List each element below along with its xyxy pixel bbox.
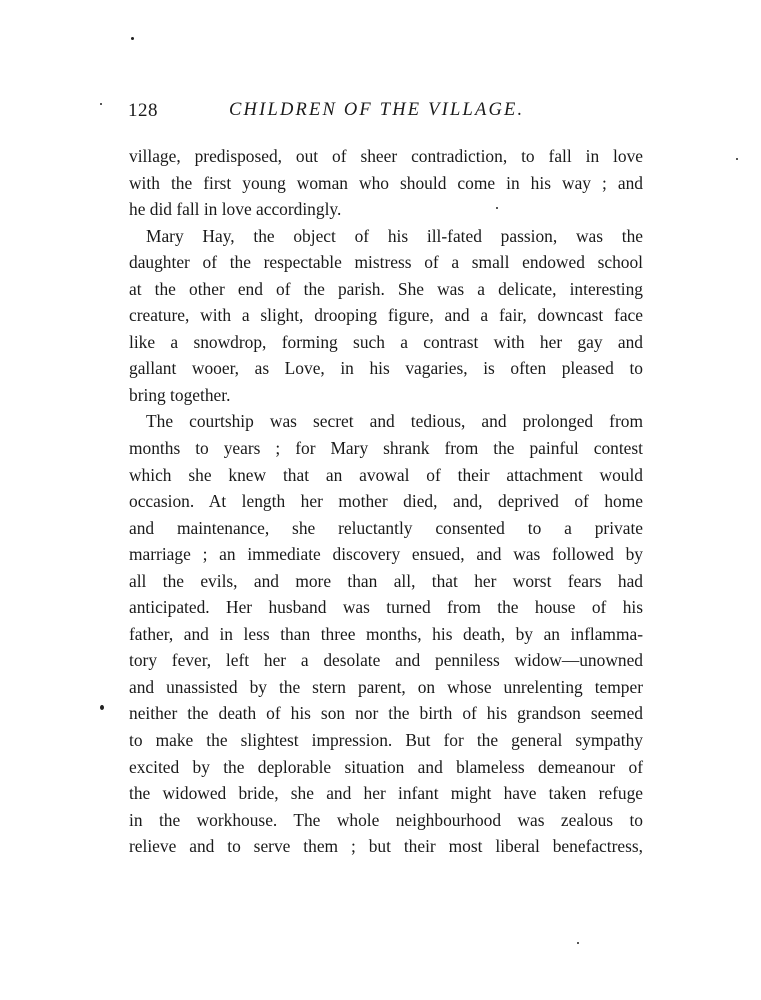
text-line: months to years ; for Mary shrank from the painful contest [129,438,643,459]
text-line: with the first young woman who should come in his way ; and [129,172,643,193]
text-line: gallant wooer, as Love, in his vagaries, is often pleased to [129,358,643,379]
running-title: CHILDREN OF THE VILLAGE. [229,100,525,120]
text-line: in the workhouse. The whole neighbourhood was zealous to [129,809,643,830]
text-line: anticipated. Her husband was turned from the house of his [129,597,643,618]
text-line: at the other end of the parish. She was a delicate, interesting [129,278,643,299]
text-line: father, and in less than three months, his death, by an inflamma- [129,623,643,644]
text-line: neither the death of his son nor the birth of his grandson seemed [129,703,643,724]
text-line: and maintenance, she reluctantly consented to a private [129,517,643,538]
text-line: village, predisposed, out of sheer contradiction, to fall in love [129,146,643,166]
page-number: 128 [128,100,158,121]
text-line: bring together. [129,384,231,405]
text-line: relieve and to serve them ; but their most liberal benefactress, [129,836,643,857]
text-line: occasion. At length her mother died, and, deprived of home [129,491,643,512]
text-line: creature, with a slight, drooping figure, and a fair, downcast face [129,305,643,326]
ink-speck [736,158,738,160]
text-line: marriage ; an immediate discovery ensued, and was followed by [129,544,643,565]
text-line: he did fall in love accordingly. [129,199,342,220]
ink-speck [100,103,102,105]
text-line: daughter of the respectable mistress of a small endowed school [129,252,643,273]
body-text [129,143,643,860]
text-line: tory fever, left her a desolate and penniless widow—unowned [129,650,643,671]
text-line: the widowed bride, she and her infant might have taken refuge [129,783,643,804]
text-line: and unassisted by the stern parent, on whose unrelenting temper [129,676,643,697]
text-line: all the evils, and more than all, that her worst fears had [129,570,643,591]
ink-speck [577,942,579,944]
text-line: Mary Hay, the object of his ill-fated passion, was the [146,225,643,246]
running-head [128,100,642,128]
text-line: The courtship was secret and tedious, and prolonged from [146,411,643,432]
text-line: which she knew that an avowal of their attachment would [129,464,643,485]
ink-speck [131,37,134,40]
ink-speck [100,705,104,710]
text-line: to make the slightest impression. But for the general sympathy [129,730,643,751]
text-line: excited by the deplorable situation and blameless demeanour of [129,756,643,777]
text-line: like a snowdrop, forming such a contrast with her gay and [129,331,643,352]
